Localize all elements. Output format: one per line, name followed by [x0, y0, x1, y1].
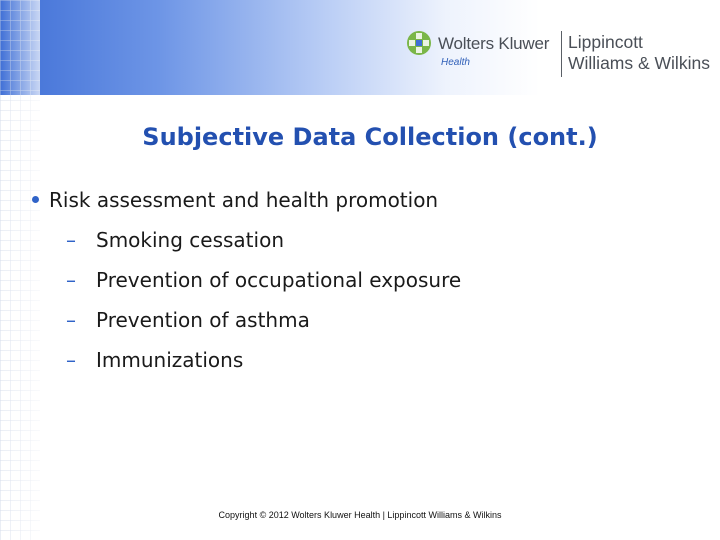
- sub-bullet-list: [66, 228, 461, 388]
- brand-name: Wolters Kluwer: [438, 34, 550, 53]
- wolters-kluwer-logo-icon: [406, 30, 432, 56]
- brand-division: Health: [441, 57, 470, 68]
- partner-name-line1: Lippincott: [568, 32, 643, 52]
- copyright-footer: Copyright © 2012 Wolters Kluwer Health | Lippincott Williams & Wilkins: [218, 510, 502, 520]
- sub-bullet-item: [66, 308, 461, 348]
- decorative-grid-fade: [0, 0, 40, 540]
- logo-divider: [561, 31, 562, 77]
- sub-bullet-text: Smoking cessation: [96, 228, 284, 252]
- publisher-logo: [406, 29, 716, 79]
- sub-bullet-item: [66, 268, 461, 308]
- main-bullet: [32, 188, 438, 212]
- sub-bullet-item: [66, 348, 461, 388]
- sub-bullet-text: Prevention of asthma: [96, 308, 310, 332]
- sub-bullet-text: Immunizations: [96, 348, 244, 372]
- sub-bullet-item: [66, 228, 461, 268]
- sub-bullet-text: Prevention of occupational exposure: [96, 268, 462, 292]
- dash-bullet-icon: –: [66, 268, 76, 292]
- dash-bullet-icon: –: [66, 308, 76, 332]
- dash-bullet-icon: –: [66, 348, 76, 372]
- bullet-dot-icon: [32, 196, 39, 203]
- partner-name-line2: Williams & Wilkins: [568, 53, 710, 73]
- main-bullet-text: Risk assessment and health promotion: [49, 188, 439, 212]
- slide-title: Subjective Data Collection (cont.): [142, 123, 598, 151]
- dash-bullet-icon: –: [66, 228, 76, 252]
